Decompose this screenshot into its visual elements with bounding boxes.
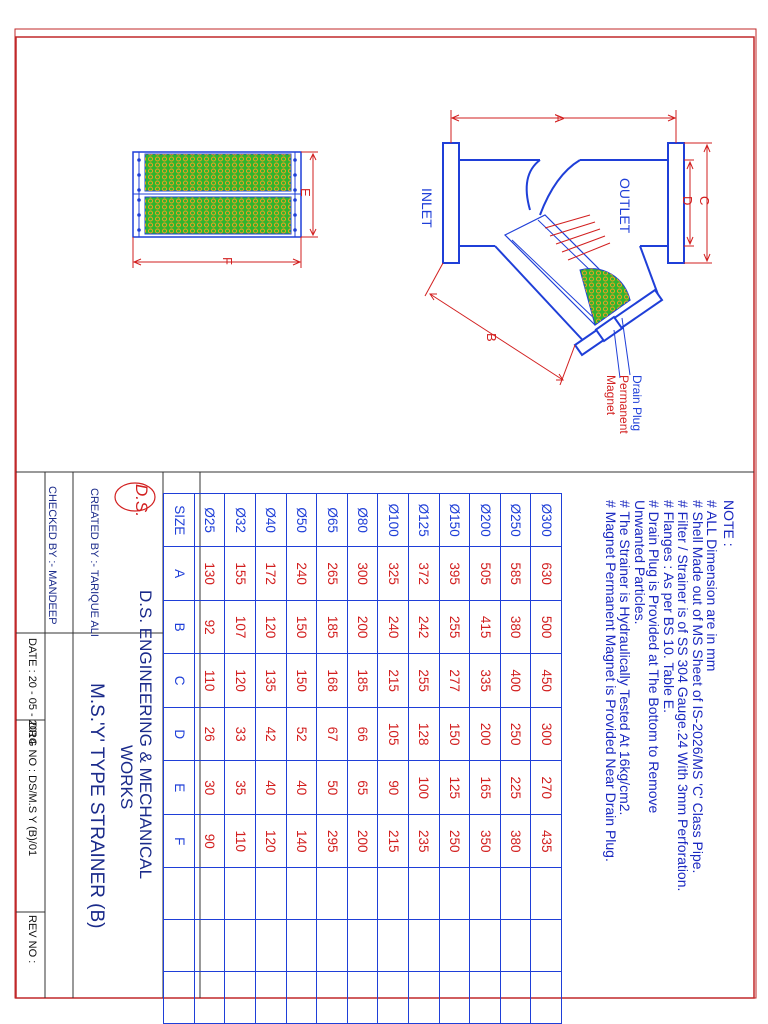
table-cell: 185: [347, 654, 378, 708]
table-cell: 450: [531, 654, 562, 708]
table-cell: 42: [256, 707, 287, 761]
table-cell-size: Ø50: [286, 494, 317, 547]
table-header-row: [164, 494, 195, 1024]
table-row: [409, 494, 440, 1024]
table-row: [531, 494, 562, 1024]
table-cell: 92: [194, 600, 225, 654]
table-row: [286, 494, 317, 1024]
notes-block: [604, 500, 737, 891]
note-line: # Flanges : As per BS 10. Table E.: [661, 500, 677, 713]
note-line: Unwanted Particles.: [632, 500, 648, 625]
table-cell-empty: [378, 972, 409, 1024]
table-cell: 65: [347, 761, 378, 815]
table-row: [225, 494, 256, 1024]
table-cell: 140: [286, 814, 317, 868]
table-cell: 128: [409, 707, 440, 761]
note-line: # ALL Dimension are in mm: [704, 500, 721, 672]
table-cell-size: SIZE: [164, 494, 195, 547]
table-cell: 250: [439, 814, 470, 868]
table-cell-empty: [500, 868, 531, 920]
table-cell: 335: [470, 654, 501, 708]
table-cell-size: Ø32: [225, 494, 256, 547]
table-cell: 225: [500, 761, 531, 815]
drawing-title: M.S.'Y' TYPE STRAINER (B): [86, 683, 107, 929]
table-cell: 120: [225, 654, 256, 708]
table-cell: 40: [256, 761, 287, 815]
table-cell: 415: [470, 600, 501, 654]
table-cell: 200: [470, 707, 501, 761]
table-cell-empty: [256, 868, 287, 920]
table-cell-empty: [347, 868, 378, 920]
table-cell-empty: [470, 972, 501, 1024]
table-cell: F: [164, 814, 195, 868]
note-line: # Filter / Strainer is of SS 304 Gauge.24 With 3mm Perforation.: [675, 500, 692, 892]
note-line: # Drain Plug is Provided at The Bottom to Remove: [646, 500, 663, 814]
table-cell-size: Ø150: [439, 494, 470, 547]
table-cell-empty: [256, 972, 287, 1024]
table-cell-size: Ø65: [317, 494, 348, 547]
table-cell: 107: [225, 600, 256, 654]
table-cell: 155: [225, 547, 256, 601]
label-dim-b: B: [484, 333, 499, 342]
table-cell-empty: [286, 972, 317, 1024]
table-cell-size: Ø125: [409, 494, 440, 547]
table-cell-size: Ø200: [470, 494, 501, 547]
table-cell-empty: [347, 920, 378, 972]
table-cell-empty: [378, 920, 409, 972]
table-cell: 135: [256, 654, 287, 708]
table-cell: 200: [347, 814, 378, 868]
table-cell: 630: [531, 547, 562, 601]
label-drain-plug: Drain Plug: [630, 375, 644, 432]
note-line: # Magnet Permanent Magnet is Provided Near Drain Plug.: [603, 500, 619, 862]
label-inlet: INLET: [419, 188, 435, 228]
table-cell: 265: [317, 547, 348, 601]
table-cell: 185: [317, 600, 348, 654]
table-cell: 66: [347, 707, 378, 761]
label-dim-d: D: [680, 196, 695, 206]
table-cell: 40: [286, 761, 317, 815]
table-cell: B: [164, 600, 195, 654]
table-row: [317, 494, 348, 1024]
table-cell-empty: [470, 868, 501, 920]
table-cell-empty: [225, 920, 256, 972]
table-cell-empty: [317, 972, 348, 1024]
label-dim-a: A: [552, 114, 567, 123]
table-cell-empty: [500, 972, 531, 1024]
table-cell: 172: [256, 547, 287, 601]
table-cell: 300: [531, 707, 562, 761]
table-row: [470, 494, 501, 1024]
table-cell-empty: [194, 868, 225, 920]
table-cell: 120: [256, 814, 287, 868]
table-cell: 505: [470, 547, 501, 601]
table-cell: 120: [256, 600, 287, 654]
notes-title: NOTE :: [721, 500, 737, 547]
table-cell: C: [164, 654, 195, 708]
table-cell: 125: [439, 761, 470, 815]
table-cell: 350: [470, 814, 501, 868]
note-line: # Shell Made out of MS Sheet of IS-2026/MS 'C' Class Pipe.: [690, 500, 706, 874]
note-line: # The Strainer is Hydraulically Tested At 16kg/cm2.: [617, 500, 634, 816]
table-cell: 380: [500, 600, 531, 654]
company-name-line2: WORKS: [117, 745, 136, 810]
table-cell: 150: [286, 654, 317, 708]
table-row: [194, 494, 225, 1024]
revision-number: REV NO :: [26, 915, 38, 964]
table-cell: 255: [439, 600, 470, 654]
table-cell-empty: [531, 972, 562, 1024]
table-cell-empty: [286, 920, 317, 972]
table-cell: 240: [378, 600, 409, 654]
table-cell: 255: [409, 654, 440, 708]
company-name-line1: D.S. ENGINEERING & MECHANICAL: [136, 590, 155, 880]
label-permanent: Permanent: [617, 375, 631, 434]
label-dim-f: F: [220, 257, 235, 265]
table-cell: 300: [347, 547, 378, 601]
table-cell: 90: [378, 761, 409, 815]
created-by: CREATED BY :- TARIQUE ALI: [88, 488, 100, 637]
table-cell-empty: [439, 868, 470, 920]
table-cell: 585: [500, 547, 531, 601]
table-cell: 150: [286, 600, 317, 654]
table-cell: 200: [347, 600, 378, 654]
table-cell: 380: [500, 814, 531, 868]
table-row: [256, 494, 287, 1024]
table-cell: 250: [500, 707, 531, 761]
table-cell: E: [164, 761, 195, 815]
table-cell-size: Ø40: [256, 494, 287, 547]
table-row: [347, 494, 378, 1024]
table-cell: 168: [317, 654, 348, 708]
table-cell: 110: [194, 654, 225, 708]
table-cell: 270: [531, 761, 562, 815]
table-cell: 435: [531, 814, 562, 868]
drawing-date: DATE : 20 - 05 - 2014: [26, 638, 38, 745]
table-cell: 235: [409, 814, 440, 868]
checked-by: CHECKED BY :- MANDEEP: [46, 486, 58, 625]
table-cell: 130: [194, 547, 225, 601]
table-row: [439, 494, 470, 1024]
table-cell-empty: [164, 972, 195, 1024]
dimension-table: [163, 493, 562, 1024]
table-cell-empty: [531, 868, 562, 920]
table-cell: 100: [409, 761, 440, 815]
table-row: [378, 494, 409, 1024]
table-cell-empty: [317, 920, 348, 972]
table-cell-empty: [439, 920, 470, 972]
table-cell-empty: [317, 868, 348, 920]
table-cell: 295: [317, 814, 348, 868]
table-cell-empty: [194, 972, 225, 1024]
table-cell: 52: [286, 707, 317, 761]
table-cell-empty: [164, 868, 195, 920]
table-cell: 165: [470, 761, 501, 815]
table-cell: 105: [378, 707, 409, 761]
table-cell: 90: [194, 814, 225, 868]
table-row: [500, 494, 531, 1024]
table-cell-empty: [194, 920, 225, 972]
table-cell: 395: [439, 547, 470, 601]
table-cell-empty: [256, 920, 287, 972]
table-cell-empty: [409, 868, 440, 920]
table-cell: 500: [531, 600, 562, 654]
table-cell: 277: [439, 654, 470, 708]
table-cell: D: [164, 707, 195, 761]
logo-text: D.S.: [132, 484, 151, 518]
table-cell-empty: [409, 972, 440, 1024]
table-cell: 35: [225, 761, 256, 815]
table-cell: 215: [378, 814, 409, 868]
table-cell: 215: [378, 654, 409, 708]
table-cell: 110: [225, 814, 256, 868]
table-cell-empty: [347, 972, 378, 1024]
table-cell-empty: [531, 920, 562, 972]
table-cell-empty: [164, 920, 195, 972]
table-cell-empty: [439, 972, 470, 1024]
table-cell-size: Ø250: [500, 494, 531, 547]
label-outlet: OUTLET: [617, 178, 633, 234]
table-cell-empty: [409, 920, 440, 972]
table-cell-size: Ø80: [347, 494, 378, 547]
table-cell: 30: [194, 761, 225, 815]
table-cell: 33: [225, 707, 256, 761]
table-cell: 240: [286, 547, 317, 601]
table-cell-size: Ø25: [194, 494, 225, 547]
table-cell-size: Ø300: [531, 494, 562, 547]
label-dim-c: C: [697, 196, 712, 206]
label-magnet: Magnet: [604, 375, 618, 416]
drawing-number: DRG NO : DS/M.S Y (B)/01: [26, 722, 38, 857]
table-cell: 67: [317, 707, 348, 761]
table-cell: 372: [409, 547, 440, 601]
table-cell-size: Ø100: [378, 494, 409, 547]
table-cell-empty: [500, 920, 531, 972]
table-cell: 325: [378, 547, 409, 601]
label-dim-e: E: [298, 188, 313, 197]
table-cell-empty: [225, 972, 256, 1024]
table-cell-empty: [225, 868, 256, 920]
table-cell-empty: [470, 920, 501, 972]
table-cell: 26: [194, 707, 225, 761]
table-cell: A: [164, 547, 195, 601]
table-cell: 50: [317, 761, 348, 815]
table-cell: 150: [439, 707, 470, 761]
table-cell-empty: [286, 868, 317, 920]
table-cell: 242: [409, 600, 440, 654]
table-cell-empty: [378, 868, 409, 920]
table-cell: 400: [500, 654, 531, 708]
